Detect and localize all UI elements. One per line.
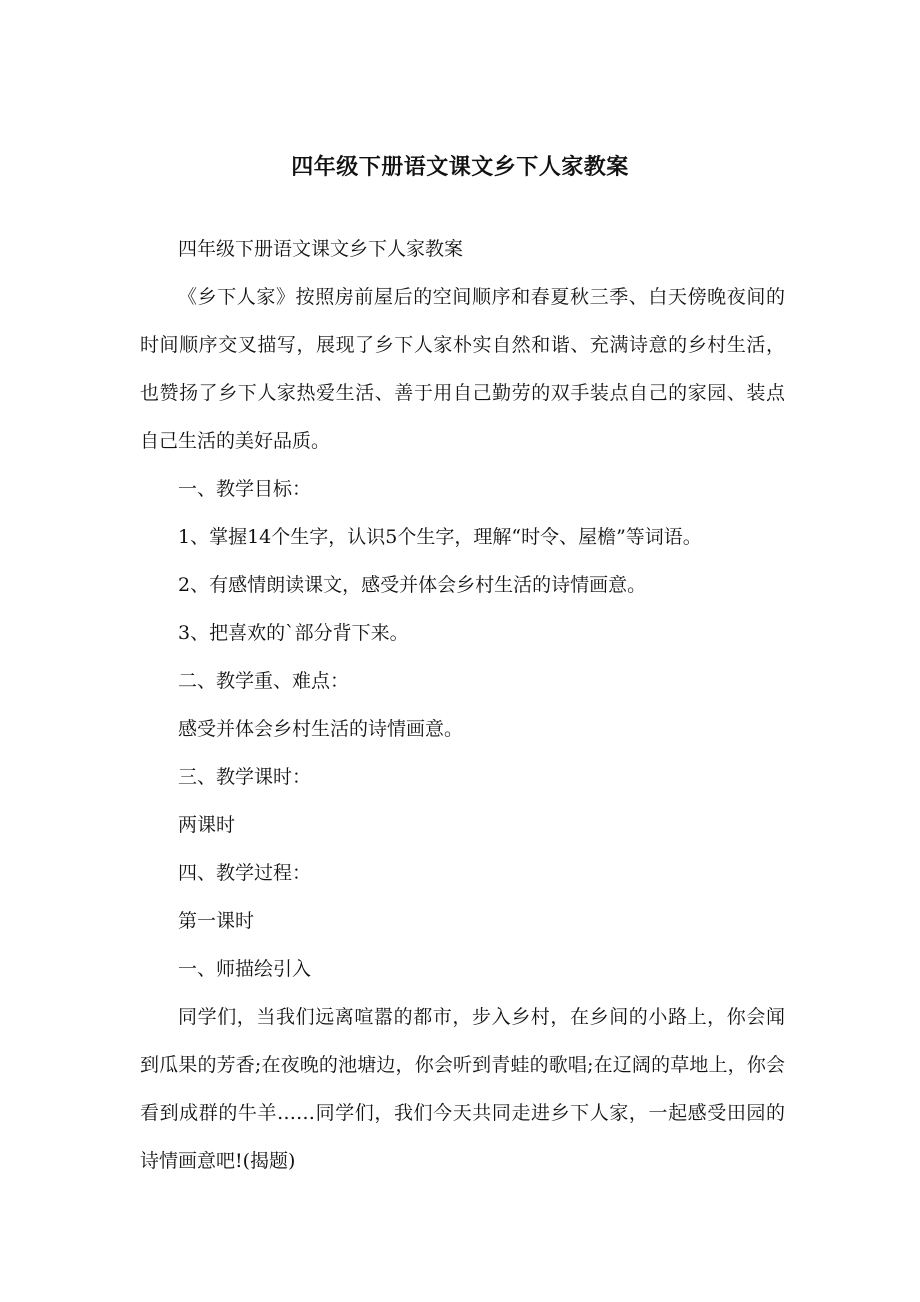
heading-teaching-process: 四、教学过程：	[178, 862, 312, 884]
key-points-text: 感受并体会乡村生活的诗情画意。	[178, 718, 464, 740]
lesson-one-heading: 第一课时	[178, 910, 255, 932]
step-one-heading: 一、师描绘引入	[178, 958, 312, 980]
paragraph-intro: 《乡下人家》按照房前屋后的空间顺序和春夏秋三季、白天傍晚夜间的时间顺序交叉描写，展现了乡下人家朴实自然和谐、充满诗意的乡村生活，也赞扬了乡下人家热爱生活、善于用自己勤劳的双手装点自己的家园、装点自己生活的美好品质。	[140, 286, 785, 452]
paragraph-subtitle: 四年级下册语文课文乡下人家教案	[178, 238, 464, 260]
document-body	[140, 225, 785, 1185]
goal-item-1: 1、掌握14个生字，认识5个生字，理解“时令、屋檐”等词语。	[178, 526, 702, 548]
paragraph-introduction-speech: 同学们，当我们远离喧嚣的都市，步入乡村，在乡间的小路上，你会闻到瓜果的芳香;在夜晚的池塘边，你会听到青蛙的歌唱;在辽阔的草地上，你会看到成群的牛羊……同学们，我们今天共同走进乡下人家，一起感受田园的诗情画意吧!(揭题)	[140, 1006, 785, 1172]
heading-class-hours: 三、教学课时：	[178, 766, 312, 788]
heading-teaching-goals: 一、教学目标：	[178, 478, 312, 500]
class-hours-text: 两课时	[178, 814, 236, 836]
goal-item-2: 2、有感情朗读课文，感受并体会乡村生活的诗情画意。	[178, 574, 647, 596]
goal-item-3: 3、把喜欢的`部分背下来。	[178, 622, 409, 644]
document-title: 四年级下册语文课文乡下人家教案	[291, 155, 629, 180]
heading-key-points: 二、教学重、难点：	[178, 670, 350, 692]
